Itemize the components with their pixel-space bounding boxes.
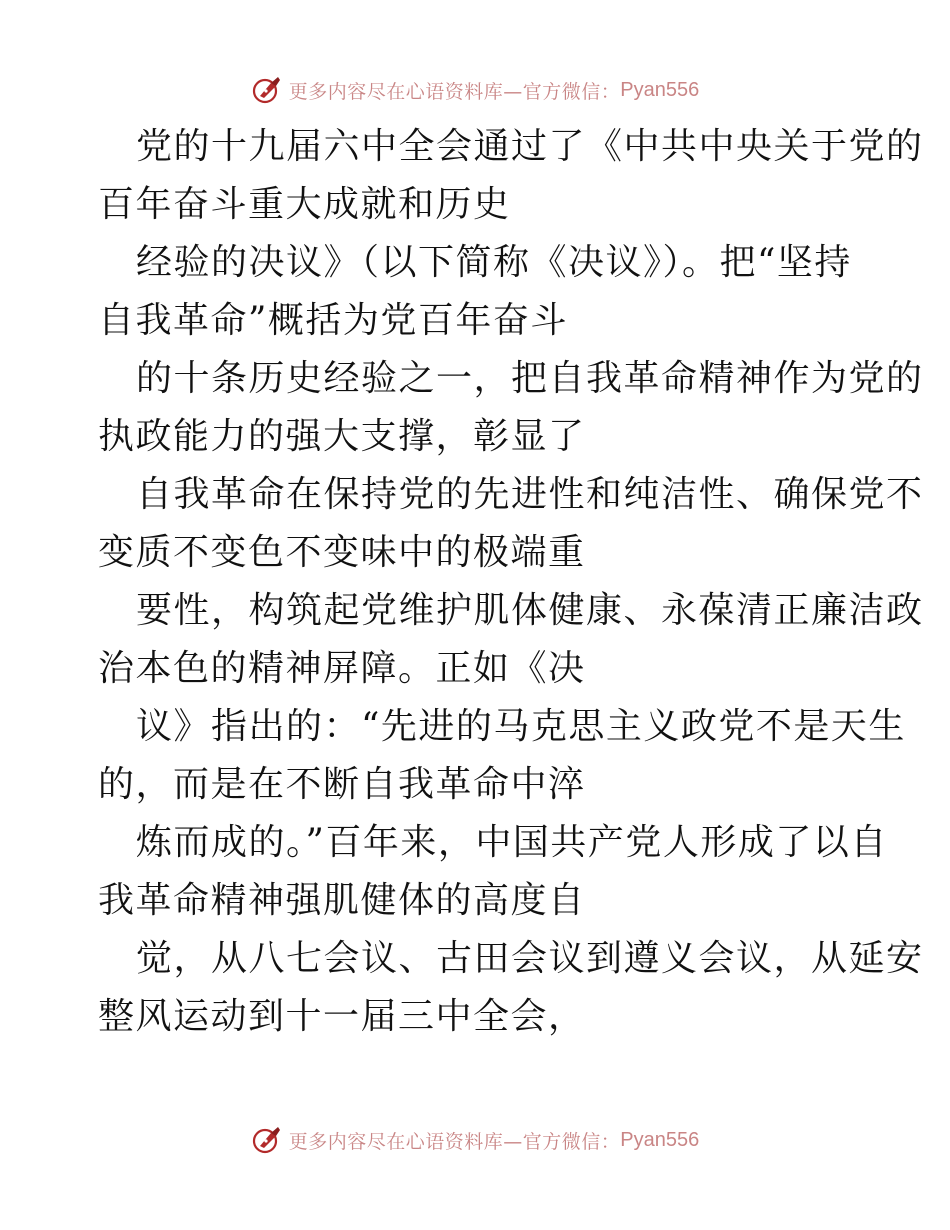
body-line: 的十条历史经验之一，把自我革命精神作为党的: [136, 358, 924, 399]
body-line: 执政能力的强大支撑，彰显了: [98, 416, 586, 457]
body-line: 自我革命在保持党的先进性和纯洁性、确保党不: [136, 474, 924, 515]
body-line: 议》指出的：“先进的马克思主义政党不是天生: [136, 706, 906, 747]
body-line: 自我革命”概括为党百年奋斗: [98, 300, 568, 341]
body-line: 炼而成的。”百年来，中国共产党人形成了以自: [136, 822, 888, 863]
body-line: 要性，构筑起党维护肌体健康、永葆清正廉洁政: [136, 590, 924, 631]
body-line: 治本色的精神屏障。正如《决: [98, 648, 586, 689]
footer-wechat-id: Pyan556: [620, 1128, 700, 1151]
body-line: 党的十九届六中全会通过了《中共中央关于党的: [136, 126, 924, 167]
pen-nib-logo-icon: [251, 74, 283, 106]
body-line: 我革命精神强肌健体的高度自: [98, 880, 586, 921]
body-line: 百年奋斗重大成就和历史: [98, 184, 511, 225]
document-body: [98, 118, 924, 1046]
body-line: 经验的决议》（以下简称《决议》）。把“坚持: [136, 242, 852, 283]
body-line: 觉，从八七会议、古田会议到遵义会议，从延安: [136, 938, 924, 979]
header-wechat-id: Pyan556: [620, 78, 700, 101]
body-line: 整风运动到十一届三中全会，: [98, 996, 586, 1037]
footer-text: 更多内容尽在心语资料库—官方微信：: [288, 1130, 621, 1153]
footer-banner: [0, 1120, 950, 1160]
body-line: 的，而是在不断自我革命中淬: [98, 764, 586, 805]
header-text: 更多内容尽在心语资料库—官方微信：: [288, 80, 621, 103]
header-banner: [0, 70, 950, 110]
body-line: 变质不变色不变味中的极端重: [98, 532, 586, 573]
pen-nib-logo-icon: [251, 1124, 283, 1156]
